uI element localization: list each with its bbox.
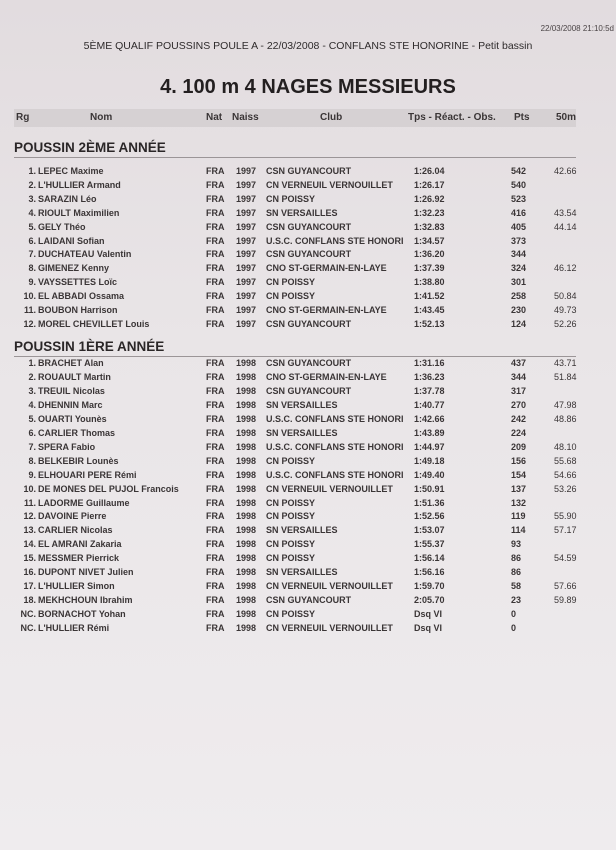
cell-nat: FRA xyxy=(206,469,225,480)
cell-pts: 0 xyxy=(511,609,517,620)
cell-naiss: 1998 xyxy=(236,413,257,424)
cell-naiss: 1998 xyxy=(236,511,257,522)
cell-name: L'HULLIER Simon xyxy=(38,581,115,592)
cell-name: EL AMRANI Zakaria xyxy=(38,539,122,550)
result-row xyxy=(14,400,580,414)
cell-club: U.S.C. CONFLANS STE HONORI xyxy=(266,469,404,480)
cell-rank: 11. xyxy=(23,497,36,508)
cell-time: 1:52.56 xyxy=(414,511,445,522)
cell-split: 53.26 xyxy=(554,483,577,494)
cell-naiss: 1998 xyxy=(236,609,257,620)
cell-naiss: 1997 xyxy=(236,179,257,190)
result-row xyxy=(14,236,580,250)
col-club: Club xyxy=(320,112,343,123)
cell-club: U.S.C. CONFLANS STE HONORI xyxy=(266,235,404,246)
cell-club: SN VERSAILLES xyxy=(266,207,338,218)
cell-naiss: 1998 xyxy=(236,595,257,606)
cell-club: CN POISSY xyxy=(266,511,316,522)
cell-pts: 156 xyxy=(511,455,527,466)
cell-pts: 230 xyxy=(511,305,527,315)
cell-club: CN POISSY xyxy=(266,193,316,204)
cell-time: 1:52.13 xyxy=(414,318,445,329)
cell-nat: FRA xyxy=(206,385,225,396)
cell-naiss: 1998 xyxy=(236,358,257,368)
cell-rank: NC. xyxy=(20,609,36,620)
cell-time: 1:53.07 xyxy=(414,525,445,536)
cell-rank: 14. xyxy=(23,539,36,550)
cell-pts: 114 xyxy=(511,525,526,536)
cell-name: DUPONT NIVET Julien xyxy=(38,567,134,578)
cell-club: SN VERSAILLES xyxy=(266,567,338,578)
cell-name: OUARTI Younès xyxy=(38,413,107,424)
cell-name: GELY Théo xyxy=(38,221,86,232)
col-rg: Rg xyxy=(16,112,30,123)
cell-nat: FRA xyxy=(206,483,225,494)
result-row xyxy=(14,277,580,291)
cell-rank: 3. xyxy=(28,385,36,396)
cell-naiss: 1998 xyxy=(236,385,257,396)
cell-naiss: 1997 xyxy=(236,263,257,274)
cell-rank: 15. xyxy=(23,553,36,564)
cell-pts: 119 xyxy=(511,511,526,522)
result-row xyxy=(14,456,580,470)
cell-name: L'HULLIER Armand xyxy=(38,179,121,190)
col-pts: Pts xyxy=(514,112,530,123)
cell-rank: 6. xyxy=(28,235,36,246)
cell-rank: 2. xyxy=(28,179,36,190)
cell-split: 55.68 xyxy=(554,455,577,466)
result-row xyxy=(14,208,580,222)
result-row xyxy=(14,567,580,581)
result-row xyxy=(14,386,580,400)
cell-split: 54.59 xyxy=(554,553,577,564)
cell-rank: 6. xyxy=(28,427,36,438)
cell-pts: 523 xyxy=(511,193,527,204)
cell-time: 1:50.91 xyxy=(414,483,445,494)
result-row xyxy=(14,539,580,553)
cell-nat: FRA xyxy=(206,221,225,232)
cell-time: 1:56.14 xyxy=(414,553,445,564)
cell-rank: 8. xyxy=(28,263,36,274)
cell-nat: FRA xyxy=(206,623,225,634)
cell-naiss: 1997 xyxy=(236,193,257,204)
cell-naiss: 1998 xyxy=(236,567,257,578)
cell-pts: 0 xyxy=(511,623,517,634)
cell-time: 1:31.16 xyxy=(414,358,445,368)
cell-time: 1:49.18 xyxy=(414,455,445,466)
cell-name: MEKHCHOUN Ibrahim xyxy=(38,595,133,606)
cell-name: LEPEC Maxime xyxy=(38,166,104,176)
cell-pts: 224 xyxy=(511,427,527,438)
cell-pts: 132 xyxy=(511,497,527,508)
cell-time: 1:42.66 xyxy=(414,413,445,424)
cell-nat: FRA xyxy=(206,609,225,620)
cell-nat: FRA xyxy=(206,249,225,260)
print-timestamp: 22/03/2008 21:10:5d xyxy=(540,24,614,33)
cell-nat: FRA xyxy=(206,567,225,578)
cell-name: LADORME Guillaume xyxy=(38,497,130,508)
cell-split: 59.89 xyxy=(554,595,577,606)
cell-naiss: 1998 xyxy=(236,497,257,508)
cell-split: 52.26 xyxy=(554,318,577,329)
cell-naiss: 1997 xyxy=(236,318,257,329)
section-heading: POUSSIN 2ÈME ANNÉE xyxy=(14,140,576,158)
result-row xyxy=(14,194,580,208)
cell-pts: 93 xyxy=(511,539,522,550)
cell-name: CARLIER Thomas xyxy=(38,427,116,438)
cell-nat: FRA xyxy=(206,277,225,288)
cell-nat: FRA xyxy=(206,305,225,315)
result-row xyxy=(14,553,580,567)
cell-nat: FRA xyxy=(206,235,225,246)
cell-pts: 86 xyxy=(511,553,522,564)
cell-club: CN VERNEUIL VERNOUILLET xyxy=(266,623,393,634)
cell-name: BRACHET Alan xyxy=(38,358,104,368)
cell-split: 55.90 xyxy=(554,511,577,522)
result-row xyxy=(14,609,580,623)
result-row xyxy=(14,358,580,372)
cell-club: CN POISSY xyxy=(266,277,316,288)
cell-rank: 18. xyxy=(23,595,36,606)
cell-time: Dsq VI xyxy=(414,623,443,634)
cell-naiss: 1997 xyxy=(236,277,257,288)
cell-split: 51.84 xyxy=(554,371,577,382)
cell-rank: 4. xyxy=(28,207,36,218)
cell-name: BELKEBIR Lounès xyxy=(38,455,119,466)
result-row xyxy=(14,428,580,442)
cell-split: 57.17 xyxy=(554,525,577,536)
cell-nat: FRA xyxy=(206,581,225,592)
cell-name: MOREL CHEVILLET Louis xyxy=(38,318,150,329)
meet-title: 5ÈME QUALIF POUSSINS POULE A - 22/03/2008 - CONFLANS STE HONORINE - Petit bassin xyxy=(83,40,533,52)
col-naiss: Naiss xyxy=(232,112,259,123)
cell-club: CN POISSY xyxy=(266,497,316,508)
cell-rank: 5. xyxy=(28,221,36,232)
cell-club: CNO ST-GERMAIN-EN-LAYE xyxy=(266,305,387,315)
cell-rank: 1. xyxy=(28,166,36,176)
cell-split: 44.14 xyxy=(554,221,577,232)
column-header-bar xyxy=(14,109,576,127)
result-row xyxy=(14,372,580,386)
result-row xyxy=(14,249,580,263)
cell-name: TREUIL Nicolas xyxy=(38,385,105,396)
cell-pts: 373 xyxy=(511,235,527,246)
section-heading: POUSSIN 1ÈRE ANNÉE xyxy=(14,339,576,357)
cell-rank: 4. xyxy=(28,399,36,410)
cell-split: 46.12 xyxy=(554,263,577,274)
cell-nat: FRA xyxy=(206,553,225,564)
cell-club: CSN GUYANCOURT xyxy=(266,318,352,329)
cell-club: CSN GUYANCOURT xyxy=(266,358,352,368)
cell-time: 1:38.80 xyxy=(414,277,445,288)
cell-name: BOUBON Harrison xyxy=(38,305,118,315)
cell-rank: 2. xyxy=(28,371,36,382)
cell-time: 1:43.89 xyxy=(414,427,445,438)
cell-naiss: 1997 xyxy=(236,305,257,315)
cell-pts: 154 xyxy=(511,469,527,480)
cell-pts: 416 xyxy=(511,207,527,218)
cell-rank: 7. xyxy=(28,249,36,260)
cell-naiss: 1997 xyxy=(236,291,257,302)
cell-name: DAVOINE Pierre xyxy=(38,511,107,522)
cell-nat: FRA xyxy=(206,455,225,466)
result-row xyxy=(14,180,580,194)
cell-time: 1:59.70 xyxy=(414,581,445,592)
cell-nat: FRA xyxy=(206,291,225,302)
cell-nat: FRA xyxy=(206,263,225,274)
event-title: 4. 100 m 4 NAGES MESSIEURS xyxy=(160,76,456,98)
cell-nat: FRA xyxy=(206,358,225,368)
cell-pts: 58 xyxy=(511,581,522,592)
result-row xyxy=(14,484,580,498)
cell-time: 1:44.97 xyxy=(414,441,445,452)
cell-name: SPERA Fabio xyxy=(38,441,96,452)
cell-time: 1:55.37 xyxy=(414,539,445,550)
cell-time: 1:36.20 xyxy=(414,249,445,260)
cell-naiss: 1998 xyxy=(236,553,257,564)
cell-pts: 258 xyxy=(511,291,527,302)
cell-club: CN POISSY xyxy=(266,553,316,564)
col-tps: Tps - Réact. - Obs. xyxy=(408,112,496,123)
cell-pts: 137 xyxy=(511,483,527,494)
cell-naiss: 1998 xyxy=(236,623,257,634)
cell-nat: FRA xyxy=(206,166,225,176)
cell-naiss: 1998 xyxy=(236,399,257,410)
cell-nat: FRA xyxy=(206,595,225,606)
result-row xyxy=(14,291,580,305)
result-row xyxy=(14,414,580,428)
col-nat: Nat xyxy=(206,112,223,123)
cell-split: 47.98 xyxy=(554,399,577,410)
cell-time: 2:05.70 xyxy=(414,595,445,606)
col-50m: 50m xyxy=(556,112,577,123)
cell-nat: FRA xyxy=(206,318,225,329)
col-nom: Nom xyxy=(90,112,113,123)
cell-pts: 324 xyxy=(511,263,527,274)
cell-club: SN VERSAILLES xyxy=(266,399,338,410)
cell-name: ELHOUARI PERE Rémi xyxy=(38,469,137,480)
cell-split: 43.71 xyxy=(554,358,577,368)
cell-rank: 1. xyxy=(28,358,36,368)
cell-rank: 12. xyxy=(23,511,36,522)
cell-pts: 301 xyxy=(511,277,527,288)
cell-name: VAYSSETTES Loïc xyxy=(38,277,118,288)
cell-time: Dsq VI xyxy=(414,609,443,620)
cell-naiss: 1998 xyxy=(236,371,257,382)
cell-nat: FRA xyxy=(206,441,225,452)
cell-rank: 9. xyxy=(28,469,36,480)
cell-split: 49.73 xyxy=(554,305,577,315)
cell-split: 42.66 xyxy=(554,166,577,176)
cell-split: 54.66 xyxy=(554,469,577,480)
cell-club: U.S.C. CONFLANS STE HONORI xyxy=(266,413,404,424)
cell-nat: FRA xyxy=(206,179,225,190)
cell-time: 1:37.78 xyxy=(414,385,445,396)
cell-time: 1:34.57 xyxy=(414,235,445,246)
cell-pts: 23 xyxy=(511,595,522,606)
cell-time: 1:40.77 xyxy=(414,399,445,410)
cell-time: 1:32.23 xyxy=(414,207,445,218)
cell-rank: 10. xyxy=(23,483,36,494)
result-row xyxy=(14,595,580,609)
cell-name: L'HULLIER Rémi xyxy=(38,623,110,634)
cell-nat: FRA xyxy=(206,525,225,536)
cell-club: CN VERNEUIL VERNOUILLET xyxy=(266,483,393,494)
cell-name: BORNACHOT Yohan xyxy=(38,609,126,620)
cell-pts: 344 xyxy=(511,371,527,382)
result-row xyxy=(14,498,580,512)
cell-club: CSN GUYANCOURT xyxy=(266,595,352,606)
cell-naiss: 1998 xyxy=(236,581,257,592)
cell-nat: FRA xyxy=(206,207,225,218)
cell-time: 1:56.16 xyxy=(414,567,445,578)
cell-pts: 86 xyxy=(511,567,522,578)
cell-club: CN VERNEUIL VERNOUILLET xyxy=(266,581,393,592)
cell-naiss: 1998 xyxy=(236,427,257,438)
cell-name: LAIDANI Sofian xyxy=(38,235,105,246)
cell-pts: 270 xyxy=(511,399,527,410)
cell-nat: FRA xyxy=(206,427,225,438)
cell-name: DE MONES DEL PUJOL Francois xyxy=(38,483,179,494)
cell-pts: 540 xyxy=(511,179,527,190)
result-row xyxy=(14,525,580,539)
cell-rank: 8. xyxy=(28,455,36,466)
cell-nat: FRA xyxy=(206,497,225,508)
cell-naiss: 1998 xyxy=(236,483,257,494)
cell-naiss: 1997 xyxy=(236,166,257,176)
cell-split: 48.86 xyxy=(554,413,577,424)
cell-nat: FRA xyxy=(206,371,225,382)
cell-pts: 209 xyxy=(511,441,527,452)
cell-pts: 405 xyxy=(511,221,527,232)
cell-pts: 344 xyxy=(511,249,527,260)
cell-rank: 5. xyxy=(28,413,36,424)
cell-split: 57.66 xyxy=(554,581,577,592)
cell-time: 1:26.17 xyxy=(414,179,445,190)
cell-naiss: 1997 xyxy=(236,249,257,260)
cell-rank: NC. xyxy=(20,623,36,634)
result-row xyxy=(14,581,580,595)
cell-rank: 11. xyxy=(23,305,36,315)
cell-nat: FRA xyxy=(206,413,225,424)
cell-club: CN VERNEUIL VERNOUILLET xyxy=(266,179,393,190)
cell-naiss: 1997 xyxy=(236,207,257,218)
cell-rank: 16. xyxy=(23,567,36,578)
cell-pts: 542 xyxy=(511,166,527,176)
cell-naiss: 1998 xyxy=(236,539,257,550)
cell-time: 1:26.04 xyxy=(414,166,445,176)
result-row xyxy=(14,263,580,277)
cell-nat: FRA xyxy=(206,539,225,550)
cell-rank: 13. xyxy=(23,525,36,536)
cell-name: ROUAULT Martin xyxy=(38,371,111,382)
result-row xyxy=(14,319,580,333)
cell-name: EL ABBADI Ossama xyxy=(38,291,125,302)
cell-split: 43.54 xyxy=(554,207,577,218)
cell-club: SN VERSAILLES xyxy=(266,525,338,536)
cell-rank: 3. xyxy=(28,193,36,204)
cell-pts: 317 xyxy=(511,385,527,396)
cell-pts: 242 xyxy=(511,413,527,424)
result-row xyxy=(14,511,580,525)
cell-rank: 17. xyxy=(23,581,36,592)
cell-pts: 437 xyxy=(511,358,527,368)
cell-rank: 10. xyxy=(23,291,36,302)
cell-name: RIOULT Maximilien xyxy=(38,207,120,218)
cell-club: CN POISSY xyxy=(266,291,316,302)
result-row xyxy=(14,222,580,236)
cell-nat: FRA xyxy=(206,511,225,522)
cell-rank: 12. xyxy=(23,318,36,329)
cell-club: CNO ST-GERMAIN-EN-LAYE xyxy=(266,263,387,274)
cell-club: CSN GUYANCOURT xyxy=(266,249,352,260)
cell-club: U.S.C. CONFLANS STE HONORI xyxy=(266,441,404,452)
cell-club: CSN GUYANCOURT xyxy=(266,385,352,396)
result-row xyxy=(14,442,580,456)
cell-time: 1:51.36 xyxy=(414,497,445,508)
result-row xyxy=(14,623,580,637)
cell-naiss: 1998 xyxy=(236,455,257,466)
cell-name: DHENNIN Marc xyxy=(38,399,103,410)
cell-split: 48.10 xyxy=(554,441,577,452)
cell-naiss: 1998 xyxy=(236,525,257,536)
cell-nat: FRA xyxy=(206,193,225,204)
cell-time: 1:49.40 xyxy=(414,469,445,480)
cell-time: 1:36.23 xyxy=(414,371,445,382)
cell-naiss: 1998 xyxy=(236,441,257,452)
cell-name: MESSMER Pierrick xyxy=(38,553,120,564)
cell-club: CN POISSY xyxy=(266,455,316,466)
cell-club: CN POISSY xyxy=(266,539,316,550)
cell-time: 1:43.45 xyxy=(414,305,445,315)
cell-name: GIMENEZ Kenny xyxy=(38,263,110,274)
cell-club: CN POISSY xyxy=(266,609,316,620)
cell-time: 1:37.39 xyxy=(414,263,445,274)
cell-nat: FRA xyxy=(206,399,225,410)
cell-name: DUCHATEAU Valentin xyxy=(38,249,132,260)
cell-naiss: 1997 xyxy=(236,235,257,246)
result-row xyxy=(14,166,580,180)
cell-rank: 7. xyxy=(28,441,36,452)
cell-club: CSN GUYANCOURT xyxy=(266,221,352,232)
cell-name: SARAZIN Léo xyxy=(38,193,97,204)
cell-name: CARLIER Nicolas xyxy=(38,525,113,536)
cell-rank: 9. xyxy=(28,277,36,288)
cell-naiss: 1998 xyxy=(236,469,257,480)
cell-time: 1:32.83 xyxy=(414,221,445,232)
cell-naiss: 1997 xyxy=(236,221,257,232)
cell-pts: 124 xyxy=(511,318,527,329)
cell-time: 1:26.92 xyxy=(414,193,445,204)
cell-time: 1:41.52 xyxy=(414,291,445,302)
cell-club: SN VERSAILLES xyxy=(266,427,338,438)
cell-split: 50.84 xyxy=(554,291,577,302)
result-row xyxy=(14,470,580,484)
result-row xyxy=(14,305,580,319)
cell-club: CSN GUYANCOURT xyxy=(266,166,352,176)
cell-club: CNO ST-GERMAIN-EN-LAYE xyxy=(266,371,387,382)
